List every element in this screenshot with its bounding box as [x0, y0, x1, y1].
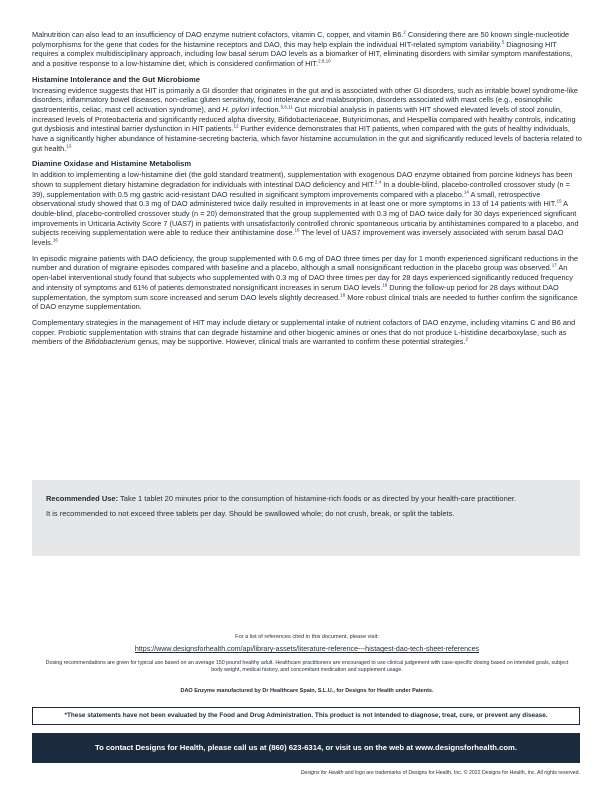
- intro-paragraph: Malnutrition can also lead to an insufficiency of DAO enzyme nutrient cofactors, vitamin C, copper, and vitamin B6.$^2$ Considering there are 50 known single-nucleotide polymorphisms for the gene that codes for the histamine receptors and DAO, this may help explain the individual HIT-related symptom variability.$^5$ Diagnosing HIT requires a complex multidisciplinary approach, including low basal serum DAO levels as a biomarker of HIT, eliminating disorders with similar symptom manifestations, and a positive response to a low-histamine diet, which is considered confirmation of HIT.$^{2,8,10}$: [32, 29, 573, 69]
- recommended-use-text: Recommended Use: Take 1 tablet 20 minutes prior to the consumption of histamine-rich foods or as directed by your health-care practitioner.: [46, 494, 517, 503]
- fda-disclaimer: *These statements have not been evaluated by the Food and Drug Administration. This product is not intended to diagnose, treat, cure, or prevent any disease.: [32, 707, 580, 725]
- trademark-notice: Designs for Health and logo are trademarks of Designs for Health, Inc. © 2022 Designs for Health, Inc. All rights reserved.: [300, 770, 580, 776]
- contact-banner: To contact Designs for Health, please call us at (860) 623-6314, or visit us on the web at www.designsforhealth.com.: [32, 733, 580, 763]
- dao-paragraph-3: Complementary strategies in the management of HIT may include dietary or supplemental intake of nutrient cofactors of DAO enzyme, including vitamins C and B6 and copper. Probiotic supplementation with strains that can degrade histamine and other biogenic amines or ones that do not produce L-histidine decarboxylase, such as members of the Bifidobacterium genus, may be supportive. However, clinical trials are warranted to confirm these potential strategies.$^2$: [32, 317, 576, 347]
- references-note: For a list of references cited in this document, please visit:: [235, 634, 379, 640]
- recommended-use-box: [32, 480, 580, 556]
- main-content: [32, 30, 582, 353]
- manufacturer-note: DAO Enzyme manufactured by Dr Healthcare Spain, S.L.U., for Designs for Health under Patents.: [180, 688, 434, 694]
- section-heading-dao-metabolism: Diamine Oxidase and Histamine Metabolism: [32, 159, 192, 169]
- section-heading-gut-microbiome: Histamine Intolerance and the Gut Microbiome: [32, 74, 200, 84]
- dao-paragraph-2: In episodic migraine patients with DAO deficiency, the group supplemented with 0.6 mg of DAO three times per day for 1 month experienced significant reductions in the number and duration of migraine episodes compared with baseline and a placebo, although a small nonsignificant reduction in the placebo group was observed.$^{17}$ An open-label interventional study found that subjects who supplemented with 0.3 mg of DAO three times per day for 28 days experienced significantly reduced frequency and intensity of symptoms and 61% of patients demonstrated nonsignificant increases in serum DAO levels.$^{18}$ During the follow-up period for 28 days without DAO supplementation, the symptom sum score increased and serum DAO levels slightly decreased.$^{18}$ More robust clinical trials are needed to further confirm the significance of DAO enzyme supplementation.: [32, 253, 579, 312]
- recommended-use-note: It is recommended to not exceed three tablets per day. Should be swallowed whole; do not crush, break, or split the tablets.: [46, 508, 455, 518]
- references-link[interactable]: https://www.designsforhealth.com/api/library-assets/literature-reference---histagest-dao-tech-sheet-references: [134, 645, 480, 653]
- dao-paragraph-1: In addition to implementing a low-histamine diet (the gold standard treatment), supplementation with exogenous DAO enzyme obtained from porcine kidneys has been shown to supplement dietary histamine degradation for individuals with intestinal DAO deficiency and HIT.$^{2,4}$ In a double-blind, placebo-controlled crossover study (n = 39), supplementation with 0.5 mg gastric acid-resistant DAO resulted in significant symptom improvements compared with a placebo.$^{14}$ A small, retrospective observational study showed that 0.3 mg of DAO administered twice daily resulted in improvements in at least one or more symptoms in 13 of 14 patients with HIT.$^{15}$ A double-blind, placebo-controlled crossover study (n = 20) demonstrated that the group supplemented with 0.3 mg of DAO twice daily for 30 days experienced significant improvements in Urticaria Activity Score 7 (UAS7) in patients with unsatisfactorily controlled chronic spontaneous urticaria by antihistamines compared to a placebo, and subjects receiving supplementation were able to reduce their antihistamine dose.$^{16}$ The level of UAS7 improvement was inversely associated with serum basal DAO levels.$^{16}$: [32, 170, 579, 248]
- dosing-disclaimer: Dosing recommendations are given for typical use based on an average 150 pound healthy adult. Healthcare practitioners are encouraged to use clinical judgement with case-specific dosing based on intended goals, subject body weight, medical history, and concomitant medication and supplement usage.: [45, 660, 569, 674]
- gut-microbiome-paragraph: Increasing evidence suggests that HIT is primarily a GI disorder that originates in the gut and is associated with other GI disorders, such as irritable bowel syndrome-like disorders, inflammatory bowel diseases, non-celiac gluten sensitivity, food intolerance and malabsorption, disorders associated with mast cells (e.g., eosinophilic gastroenteritis, celiac, mast cell activation syndrome), and H. pylori infection.$^{5,6,11}$ Gut microbial analysis in patients with HIT showed elevated levels of stool zonulin, increased levels of Proteobacteria and significantly reduced alpha diversity, Bifidobacteriaceae, Butyricimonas, and Hespellia compared with healthy controls, indicating gut dysbiosis and intestinal barrier dysfunction in HIT patients.$^{12}$ Further evidence demonstrates that HIT patients, when compared with the guts of healthy individuals, have a significantly higher abundance of histamine-secreting bacteria, which favor histamine accumulation in the gut and significantly reduced levels of bacteria related to gut health.$^{13}$: [32, 85, 582, 153]
